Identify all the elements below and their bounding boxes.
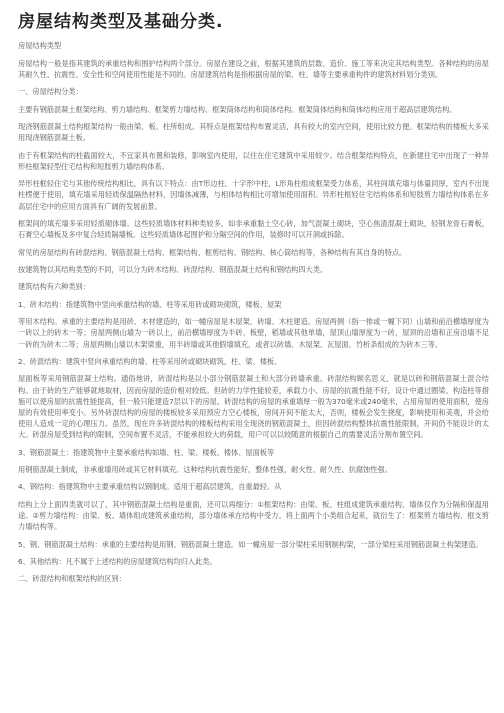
paragraph: 常见的房屋结构有砖混结构、钢筋混凝土结构、框架结构、框剪结构、钢结构、核心筒结构等，各种结构有其自身的特点。: [18, 247, 407, 257]
section-heading: 房屋结构类型: [18, 41, 62, 50]
paragraph: 等用木结构。承重的主要结构是用砖、木材建造的，如一幢房屋是木屋架、砖墙、木柱建造。房屋两侧（指一排或一幢下同）山墙和前沿横墙厚度为一砖以上的砖木一等；房屋两侧山墙为一砖以上，前沿横墙厚度为半砖、板壁，稻墙或其他单墙，屋顶山墙厚度为一砖，屋顶的沿墙和正房沿墙不足一砖的为砖木二等；房屋两侧山墙以木架梁重，用半砖墙或其他假墙填充，或者以砖墙、木屋架、瓦屋面、竹析条组成的为砖木三等。: [18, 317, 489, 349]
paragraph: 屋面板等采用钢筋混凝土结构。通俗地讲，砖混结构是以小部分钢筋混凝土和大部分砖墙承重。砖混结构顾名思义，就是以砖和钢筋混凝土混合结构。由于砖的生产能够就地取材，因而房屋的造价相对较低。但砖的力学性能较差，承载力小、房屋的抗震性能不好，设计中通过圈梁、构造柱等措施可以使房屋的抗震性能提高，但一般只能建造7层以下的房屋。砖混结构的房屋的承重墙厚一般为370毫米或240毫米，占用房屋的使用面积，使房屋的有效使用率变小。另外砖混结构的房屋的楼板较多采用预应力空心楼板，房间开间不能太大，否则，楼板会发生挠度，影响使用和美观，并会给使用人造成一定的心理压力。虽然，现在许多砖混结构的楼板结构采用全现浇的钢筋混凝土，但因砖混结构整体抗震性能限制，开间仍不能设计的太大。砖混房屋受到结构的限制，空间布置不灵活，不能承担较大的荷载，用户可以以较随意的根据自己的需要灵活分割布置空间。: [18, 374, 489, 440]
paragraph: 用钢筋混凝土制成，非承重墙用砖或其它材料填充。这种结构抗震性能好，整体性强，耐火性、耐久性、抗腐蚀性强。: [18, 465, 392, 475]
section-heading: 一、房屋结构分类：: [18, 87, 83, 97]
list-item: 5、钢、钢筋混凝土结构：承重的主要结构是用钢、钢筋混凝土建造。如一幢房屋一部分梁柱采用钢制构架，一部分梁柱采用钢筋混凝土构架建造。: [18, 539, 483, 549]
paragraph: 房屋结构一般是指其建筑的承重结构和围护结构两个部分。房屋在建设之前，根据其建筑的层数、造价、施工等来决定其结构类型。各种结构的房屋其耐久性、抗震性、安全性和空间使用性能是不同的。房屋建筑结构是指根据房屋的梁、柱、墙等主要承重构件的建筑材料划分类别。: [18, 58, 489, 79]
document-body: [18, 40, 489, 591]
list-item: 1、砖木结构：指建筑物中竖向承重结构的墙、柱等采用砖或砌块砌筑，楼板、屋架: [18, 299, 282, 309]
section-heading: 二、砖混结构和框架结构的区别：: [18, 574, 126, 584]
paragraph: 由于有框架结构的柱截面较大，不宜家具布置和装修，影响室内使用，以往在住宅建筑中采用较少。结合框架结构特点，在新建住宅中出现了一种异形柱框架轻型住宅结构和短肢剪力墙结构体系。: [18, 150, 489, 171]
paragraph: 异形柱框轻住宅与其他传统结构相比，具有以下特点：由T形边柱、十字形中柱、L形角柱组成框架受力体系，其柱间填充墙与体量同厚，室内不出现柱楞便于使用，填充墙采用轻质保温隔热材料，因墙体减薄，与相体结构相比可增加使用面积。异形柱框轻住宅结构体系和短肢剪力墙结构体系在多高层住宅中的应用方面具有广阔的发展前景。: [18, 179, 489, 211]
list-item: 2、砖混结构：建筑中竖向承重结构的墙、柱等采用砖或砌块砌筑，柱、梁、楼板、: [18, 356, 282, 366]
list-item: 4、钢结构：指建筑物中主要承重结构以钢制成。适用于超高层建筑，自重最轻。从: [18, 482, 282, 492]
paragraph: 框架间的填充墙多采用轻质砌体墙。这些轻质墙体材料种类较多，如非承重黏土空心砖，加气混凝土砌块，空心焦渣混凝土砌块，轻钢龙骨石膏板，石膏空心墙板及多中复合轻质隔墙板。这些轻质墙体起围护和分隔空间的作用，装修时可以开洞或拆除。: [18, 218, 489, 240]
paragraph: 主要有钢筋混凝土框架结构、剪力墙结构、框架剪力墙结构、框架筒体结构和筒体结构。框架筒体结构和筒体结构应用于超高层建筑结构。: [18, 104, 457, 114]
paragraph: 建筑结构有六种类别：: [18, 282, 90, 292]
paragraph: 按建筑物以其结构类型的不同，可以分为砖木结构、砖混结构、钢筋混凝土结构和钢结构四大类。: [18, 264, 328, 274]
list-item: 6、其他结构：凡不属于上述结构的房屋建筑结构均归入此类。: [18, 557, 217, 567]
paragraph: 结构上分上面四类就可以了，其中钢筋混凝土结构是重面，还可以再细分：①框架结构：由梁、板、柱组成建筑承重结构，墙体仅作为分隔和保温用途。②剪力墙结构：由梁、板、墙体组成建筑承重结构，部分墙体承在结构中受力。将上面两个小类组合起来，就衍生了：框架剪力墙结构、框支剪力墙结构等。: [18, 499, 489, 532]
list-item: 3、钢筋混凝土：指建筑物中主要承重结构如墙、柱、梁、楼板、楼体、屋面板等: [18, 447, 275, 457]
paragraph: 现浇钢筋混凝土结构框架结构一般由梁、板、柱所组成。其特点是框架结构布置灵活，具有较大的室内空间，使用比较方便。框架结构的楼板大多采用现浇钢筋混凝土板。: [18, 121, 489, 143]
page-title: 房屋结构类型及基础分类.: [18, 12, 224, 32]
